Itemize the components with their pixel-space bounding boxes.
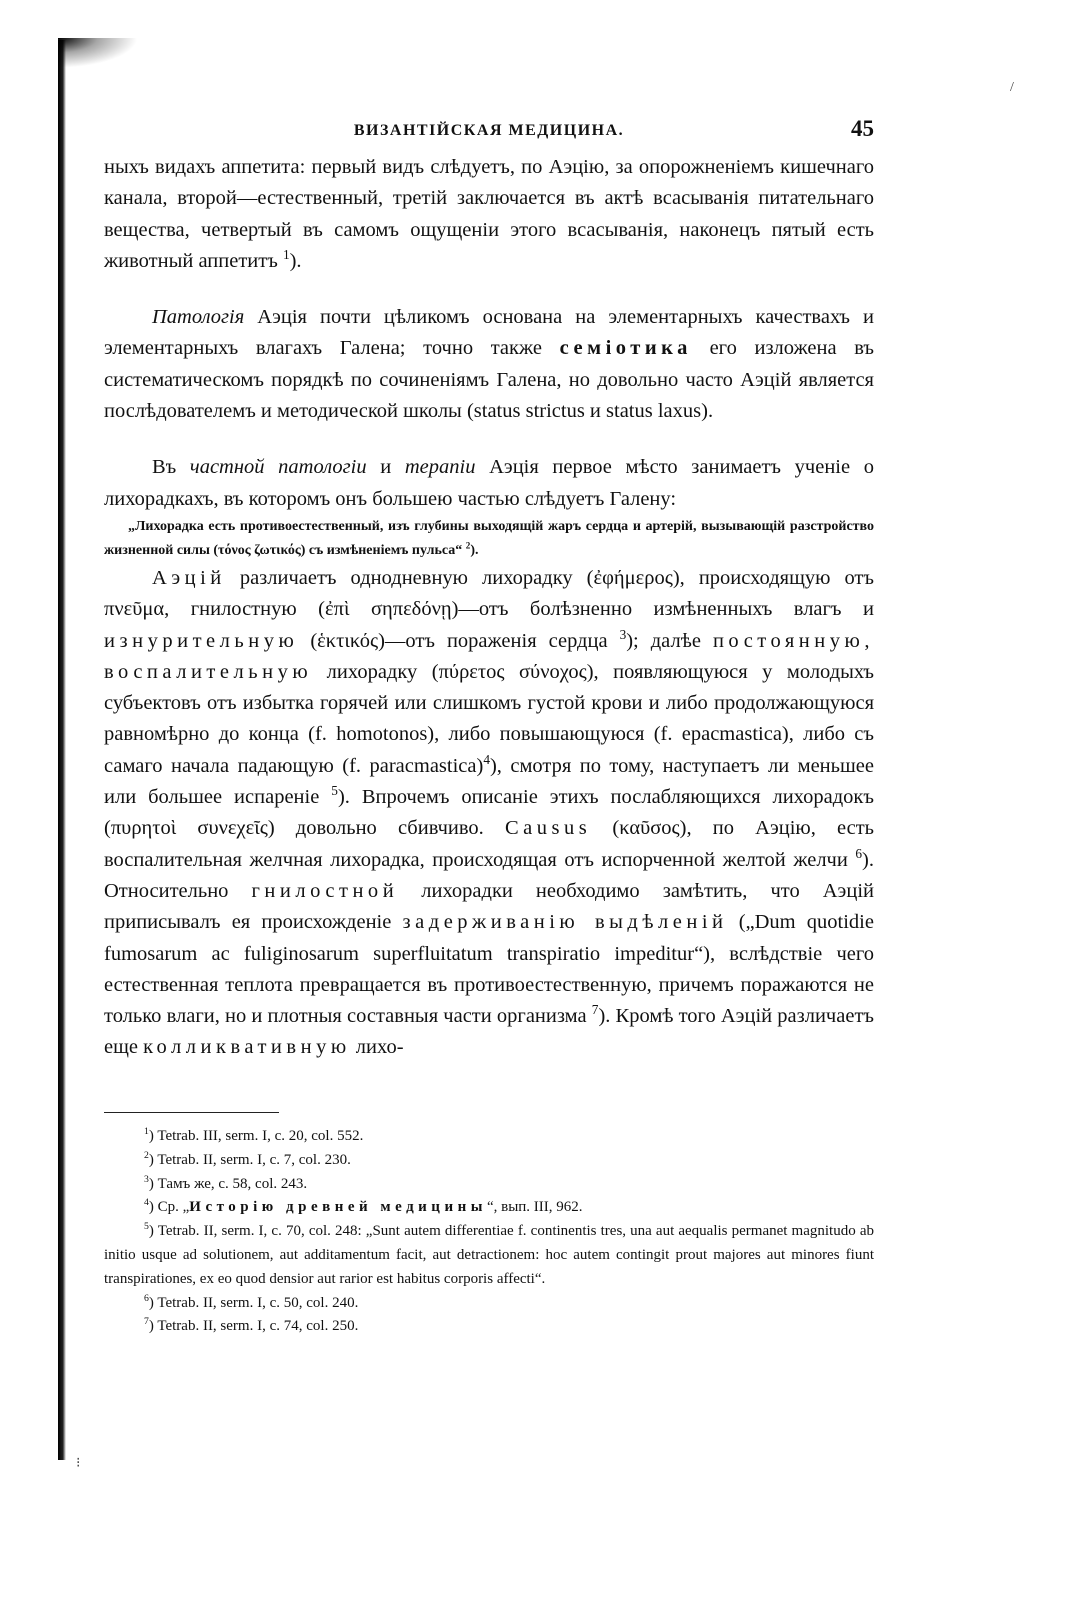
footnote-number: 7 bbox=[144, 1316, 149, 1328]
text-run: Въ bbox=[152, 456, 190, 479]
spaced-term: Causus bbox=[504, 817, 592, 840]
footnote-number: 1 bbox=[144, 1126, 149, 1137]
spaced-title: Исторію древней медицины bbox=[189, 1199, 487, 1216]
footnote-text: ) Tetrab. II, serm. I, c. 74, col. 250. bbox=[148, 1318, 359, 1335]
text-run: (ἑκτικός)—отъ пораженія сердца bbox=[298, 629, 620, 652]
text-run: ныхъ видахъ аппетита: первый видъ слѣдуетъ, по Аэцію, за опорожненіемъ кишечнаго канала, второй—естественный, третій заключается въ актѣ всасыванія питательнаго вещества, четвертый въ самомъ ощущеніи этого всасыванія, наконецъ пятый есть животный аппетитъ bbox=[104, 156, 874, 272]
footnote-text: ) Tetrab. II, serm. I, c. 70, col. 248: „Sunt autem differentiae f. continentis tres, una aut aequalis permanet magnitudo ab initio usque ad solutionem, aut additamentum facit, aut detractionem: hoc autem contingit prout majores aut minores fiunt transpirationes, ex eo quod densior aut rarior est habitus corporis affecti“. bbox=[104, 1223, 874, 1287]
footnote-divider bbox=[104, 1112, 279, 1113]
paragraph-pathology bbox=[104, 302, 874, 427]
spaced-term: колликвативную bbox=[143, 1036, 351, 1059]
footnote-3 bbox=[104, 1173, 874, 1197]
spaced-term: гнилостной bbox=[251, 879, 399, 902]
text-run: Аэція первое мѣсто занимаетъ ученіе о лихорадкахъ, въ которомъ онъ большею частью слѣдуетъ Галену: bbox=[104, 456, 874, 510]
text-run: (καῦσος), по Аэцію, есть воспалительная желчная лихорадка, происходящая отъ испорченной желтой желчи bbox=[104, 817, 875, 871]
text-run: различаетъ однодневную лихорадку (ἐφήμερος), происходящую отъ πνεῦμα, гнилостную (ἐπὶ σηπεδόνῃ)—отъ болѣзненно измѣненныхъ влагъ и bbox=[104, 566, 874, 621]
footnote-ref: 6 bbox=[855, 845, 863, 861]
text-run: ); далѣе bbox=[626, 629, 713, 652]
footnote-number: 2 bbox=[144, 1149, 149, 1161]
footnote-5 bbox=[104, 1220, 874, 1291]
scan-corner-mark bbox=[58, 38, 138, 68]
footnote-2 bbox=[104, 1149, 874, 1173]
paragraph-fevers-intro bbox=[104, 452, 874, 515]
text-run: его изложена въ систематическомъ порядкѣ по сочиненіямъ Галена, но довольно часто Аэцій является послѣдователемъ и методической школы (status strictus и status laxus). bbox=[104, 337, 874, 423]
footnote-ref: 7 bbox=[591, 1002, 599, 1018]
footnote-text: ) Тамъ же, c. 58, col. 243. bbox=[148, 1175, 308, 1192]
text-run: ). Кромѣ того Аэцій различаетъ еще bbox=[104, 1005, 874, 1059]
footnote-number: 4 bbox=[144, 1197, 149, 1209]
spaced-term: изнурительную bbox=[104, 629, 299, 652]
footnote-text: ) Tetrab. II, serm. I, c. 7, col. 230. bbox=[148, 1151, 351, 1168]
paragraph-appetite bbox=[104, 152, 874, 277]
footnote-text: “, вып. III, 962. bbox=[486, 1199, 583, 1216]
text-run: ). bbox=[470, 542, 479, 558]
text-run: ), смотря по тому, наступаетъ ли меньшее или большее испареніе bbox=[104, 754, 874, 809]
footnote-text: ) Tetrab. III, serm. I, c. 20, col. 552. bbox=[148, 1128, 364, 1144]
footnote-1 bbox=[104, 1125, 874, 1149]
footnotes bbox=[104, 1125, 874, 1339]
emphasis: Патологія bbox=[152, 306, 245, 329]
text-run: лихорадку (πύρετος σύνοχος), появляющуюся у молодыхъ субъектовъ отъ избытка горячей или слишкомъ густой крови и либо продолжающуюся равномѣрно до конца (f. homotonos), либо повышающуюся (f. epacmastica), либо съ самаго начала падающую (f. paracmastica) bbox=[104, 660, 874, 777]
text-run: Аэція почти цѣликомъ основана на элементарныхъ качествахъ и элементарныхъ влагахъ Галена; точно также bbox=[104, 306, 874, 360]
footnote-6 bbox=[104, 1292, 874, 1316]
spaced-term: постоянную, воспалительную bbox=[104, 629, 874, 683]
footnote-text: ) Tetrab. II, serm. I, c. 50, col. 240. bbox=[148, 1294, 359, 1311]
text-run: лихорадки необходимо замѣтить, что Аэцій приписывалъ ея происхожденіе bbox=[104, 879, 874, 934]
text-run: „Лихорадка есть противоестественный, изъ глубины выходящій жаръ сердца и артерій, вызывающій разстройство жизненной силы (τόνος ζωτικός) съ измѣненіемъ пульса“ bbox=[104, 518, 874, 558]
footnote-number: 6 bbox=[144, 1292, 149, 1304]
footnote-text: ) Ср. „ bbox=[148, 1199, 190, 1216]
main-text bbox=[104, 152, 874, 1064]
paragraph-fever-types bbox=[104, 563, 874, 1064]
text-run: ). bbox=[289, 249, 302, 272]
emphasis: терапіи bbox=[404, 456, 476, 479]
footnote-7 bbox=[104, 1315, 874, 1339]
footnote-ref: 1 bbox=[282, 247, 290, 263]
page-number: 45 bbox=[851, 116, 874, 141]
scan-speck: / bbox=[1010, 80, 1014, 95]
text-run: („Dum quotidie fumosarum ac fuliginosarum superfluitatum transpiratio impeditur“), вслѣдствіе чего естественная теплота превращается въ противоестественную, причемъ поражаются не только влаги, но и плотныя составныя части организма bbox=[104, 911, 874, 1028]
scan-binding-edge bbox=[58, 40, 66, 1460]
text-run: ). Относительно bbox=[104, 848, 874, 902]
text-run: лихо- bbox=[350, 1036, 404, 1059]
text-run: ). Впрочемъ описаніе этихъ послабляющихся лихорадокъ (πυρητοὶ συνεχεῖς) довольно сбивчиво. bbox=[104, 786, 874, 840]
footnote-4 bbox=[104, 1196, 874, 1220]
footnote-ref: 2 bbox=[465, 540, 471, 551]
footnote-number: 3 bbox=[144, 1173, 149, 1185]
footnote-ref: 3 bbox=[619, 626, 627, 642]
footnote-ref: 5 bbox=[331, 783, 338, 799]
scan-speck: ⁝ bbox=[76, 1456, 81, 1471]
text-run: и bbox=[366, 456, 405, 479]
spaced-term: задерживанію выдѣленій bbox=[402, 911, 728, 934]
emphasis: частной патологіи bbox=[189, 456, 367, 479]
running-title: ВИЗАНТІЙСКАЯ МЕДИЦИНА. bbox=[353, 122, 625, 139]
footnote-number: 5 bbox=[144, 1221, 149, 1233]
spaced-term: семіотика bbox=[559, 337, 692, 360]
footnote-ref: 4 bbox=[483, 751, 490, 767]
spaced-term: Аэцій bbox=[152, 566, 226, 589]
page-header bbox=[104, 116, 874, 146]
quote-fever-definition bbox=[104, 515, 874, 563]
